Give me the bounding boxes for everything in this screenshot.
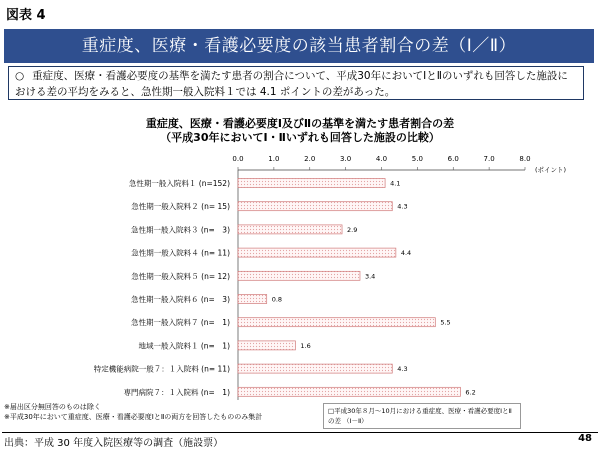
x-tick-label: 5.0 [411, 155, 423, 163]
x-tick-label: 4.0 [375, 155, 388, 163]
bar [238, 387, 460, 396]
x-tick-label: 0.0 [232, 155, 244, 163]
bar [238, 364, 392, 373]
x-axis-unit-label: (ポイント) [535, 166, 567, 174]
x-tick-label: 8.0 [519, 155, 531, 163]
category-label: 急性期一般入院料７ (n= 1) [130, 318, 230, 328]
category-label: 急性期一般入院料３ (n= 3) [130, 225, 230, 235]
data-label: 1.6 [300, 341, 311, 350]
chart-subtitle: （平成30年においてⅠ・Ⅱいずれも回答した施設の比較） [160, 131, 440, 144]
x-tick-label: 1.0 [268, 155, 280, 163]
bar [238, 295, 267, 304]
summary-text: 重症度、医療・看護必要度の基準を満たす患者の割合について、平成30年においてⅠとⅡのいずれも回答した施設における差の平均をみると、急性期一般入院料１では 4.1 ポイントの差があった。 [15, 70, 568, 98]
data-label: 3.4 [364, 272, 376, 281]
footer-divider [2, 432, 598, 433]
data-label: 6.2 [465, 388, 476, 397]
category-label: 急性期一般入院料６ (n= 3) [130, 295, 230, 304]
data-label: 0.8 [271, 295, 283, 304]
legend-text: □平成30年８月～10月における重症度、医療・看護必要度ⅠとⅡの差 （Ⅰ－Ⅱ） [328, 407, 512, 425]
category-label: 急性期一般入院料５ (n= 12) [131, 271, 230, 281]
bar [238, 318, 435, 327]
page-number: 48 [578, 433, 592, 444]
category-label: 特定機能病院一般７：１入院料 (n= 11) [93, 364, 230, 374]
bar [238, 225, 342, 234]
bar [238, 202, 392, 211]
category-label: 急性期一般入院料４ (n= 11) [131, 248, 230, 258]
x-tick-label: 2.0 [304, 155, 316, 163]
data-label: 5.5 [440, 318, 451, 327]
category-label: 地域一般入院料１ (n= 1) [138, 341, 230, 351]
bar [238, 341, 295, 350]
figure-label: 図表 4 [6, 8, 46, 23]
note-line: ※平成30年において重症度、医療・看護必要度ⅠとⅡの両方を回答したもののみ集計 [4, 413, 263, 421]
summary-bullet: ○ [15, 70, 25, 82]
x-tick-label: 6.0 [447, 155, 459, 163]
data-label: 4.3 [397, 365, 408, 374]
bar [238, 248, 396, 257]
data-label: 4.4 [400, 249, 412, 258]
category-label: 専門病院７：１入院料 (n= 1) [123, 387, 230, 397]
legend [323, 403, 521, 429]
data-label: 4.1 [390, 179, 401, 188]
x-tick-label: 3.0 [340, 155, 352, 163]
x-tick-label: 7.0 [483, 155, 495, 163]
category-label: 急性期一般入院料２ (n= 15) [131, 202, 230, 212]
data-label: 4.3 [397, 202, 408, 211]
note-line: ※届出区分無回答のものは除く [4, 403, 101, 411]
bar [238, 271, 360, 280]
category-label: 急性期一般入院料１ (n=152) [128, 179, 230, 188]
notes [4, 402, 262, 422]
data-label: 2.9 [347, 225, 358, 234]
bar [238, 179, 385, 188]
chart-title: 重症度、医療・看護必要度Ⅰ及びⅡの基準を満たす患者割合の差 [145, 117, 455, 130]
source-note: 出典：平成 30 年度入院医療等の調査（施設票） [4, 438, 224, 449]
banner-title: 重症度、医療・看護必要度の該当患者割合の差（Ⅰ／Ⅱ） [4, 29, 594, 63]
